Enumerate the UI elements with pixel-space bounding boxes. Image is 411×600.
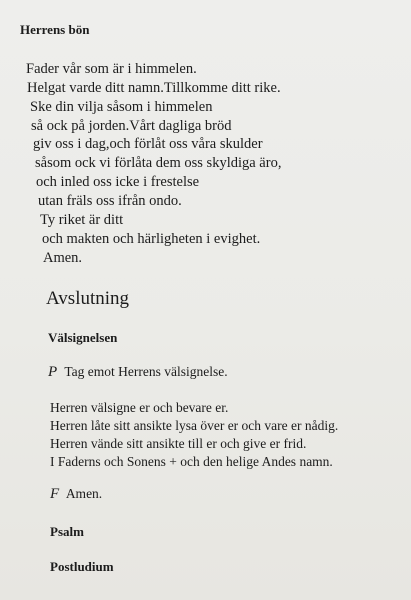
priest-marker: P [48, 364, 58, 380]
prayer-line: Fader vår som är i himmelen. [26, 61, 197, 77]
prayer-line: Ske din vilja såsom i himmelen [30, 99, 213, 115]
psalm-heading: Psalm [50, 524, 84, 539]
priest-line [48, 364, 228, 381]
blessing-heading: Välsignelsen [48, 330, 118, 345]
prayer-title: Herrens bön [20, 22, 90, 37]
section-title: Avslutning [46, 288, 130, 309]
congregation-line-text: Amen. [65, 486, 103, 501]
blessing-line: Herren låte sitt ansikte lysa över er och vare er nådig. [50, 418, 339, 433]
blessing-line: Herren välsigne er och bevare er. [50, 400, 229, 415]
congregation-marker: F [50, 486, 60, 502]
prayer-line: så ock på jorden.Vårt dagliga bröd [31, 118, 232, 134]
prayer-line: utan fräls oss ifrån ondo. [38, 193, 182, 209]
blessing-line: Herren vände sitt ansikte till er och give er frid. [50, 436, 307, 451]
prayer-line: Ty riket är ditt [40, 212, 124, 228]
blessing-line: I Faderns och Sonens + och den helige Andes namn. [50, 454, 333, 469]
prayer-line: Helgat varde ditt namn.Tillkomme ditt rike. [27, 80, 281, 96]
priest-line-text: Tag emot Herrens välsignelse. [64, 364, 228, 379]
prayer-line: och makten och härligheten i evighet. [42, 231, 261, 247]
prayer-line: Amen. [43, 250, 83, 266]
prayer-line: och inled oss icke i frestelse [36, 174, 200, 190]
prayer-line: giv oss i dag,och förlåt oss våra skulder [33, 136, 263, 152]
postludium-heading: Postludium [50, 559, 114, 574]
prayer-line: såsom ock vi förlåta dem oss skyldiga äro, [35, 155, 282, 171]
congregation-line [50, 486, 102, 503]
